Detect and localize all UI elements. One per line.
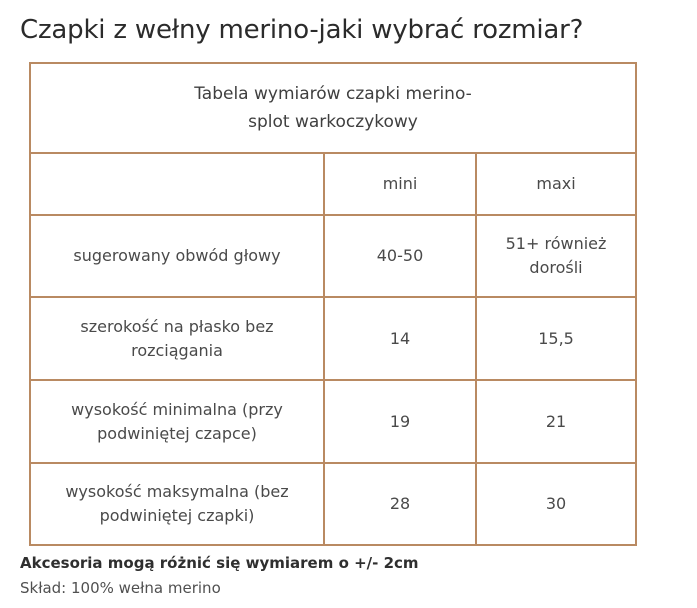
size-table bbox=[29, 62, 637, 546]
value-maxi bbox=[476, 463, 636, 545]
header-mini: mini bbox=[324, 153, 476, 215]
table-caption-row bbox=[30, 63, 636, 153]
row-label-line: szerokość na płasko bez bbox=[80, 316, 274, 336]
table-row bbox=[30, 215, 636, 297]
table-header-row bbox=[30, 153, 636, 215]
value-mini: 28 bbox=[324, 463, 476, 545]
header-maxi: maxi bbox=[476, 153, 636, 215]
value-mini: 14 bbox=[324, 297, 476, 380]
value-maxi bbox=[476, 297, 636, 380]
value-maxi bbox=[476, 380, 636, 463]
composition-note: Skład: 100% wełna merino bbox=[20, 579, 221, 597]
value-maxi-line: 30 bbox=[545, 494, 567, 513]
header-empty-cell bbox=[30, 153, 324, 215]
value-maxi-line: 21 bbox=[545, 411, 567, 431]
row-label-line: podwiniętej czapce) bbox=[97, 423, 257, 443]
value-maxi bbox=[476, 215, 636, 297]
row-label bbox=[30, 297, 324, 380]
table-caption bbox=[30, 63, 636, 153]
row-label-line: sugerowany obwód głowy bbox=[73, 246, 281, 265]
value-mini: 40-50 bbox=[324, 215, 476, 297]
value-mini: 19 bbox=[324, 380, 476, 463]
value-maxi-line: dorośli bbox=[529, 258, 583, 277]
row-label-line: wysokość minimalna (przy bbox=[71, 399, 283, 419]
row-label-line: wysokość maksymalna (bez bbox=[65, 482, 289, 501]
table-caption-line: splot warkoczykowy bbox=[248, 112, 418, 132]
table-row bbox=[30, 463, 636, 545]
row-label bbox=[30, 215, 324, 297]
value-maxi-line: 15,5 bbox=[538, 328, 574, 348]
row-label-line: rozciągania bbox=[131, 340, 223, 360]
table-row bbox=[30, 380, 636, 463]
row-label bbox=[30, 463, 324, 545]
row-label-line: podwiniętej czapki) bbox=[99, 506, 255, 525]
accessories-note: Akcesoria mogą różnić się wymiarem o +/- 2cm bbox=[20, 554, 419, 572]
page-title: Czapki z wełny merino-jaki wybrać rozmiar? bbox=[20, 15, 584, 45]
value-maxi-line: 51+ również bbox=[505, 234, 607, 253]
row-label bbox=[30, 380, 324, 463]
table-caption-line: Tabela wymiarów czapki merino- bbox=[194, 84, 472, 104]
table-row bbox=[30, 297, 636, 380]
